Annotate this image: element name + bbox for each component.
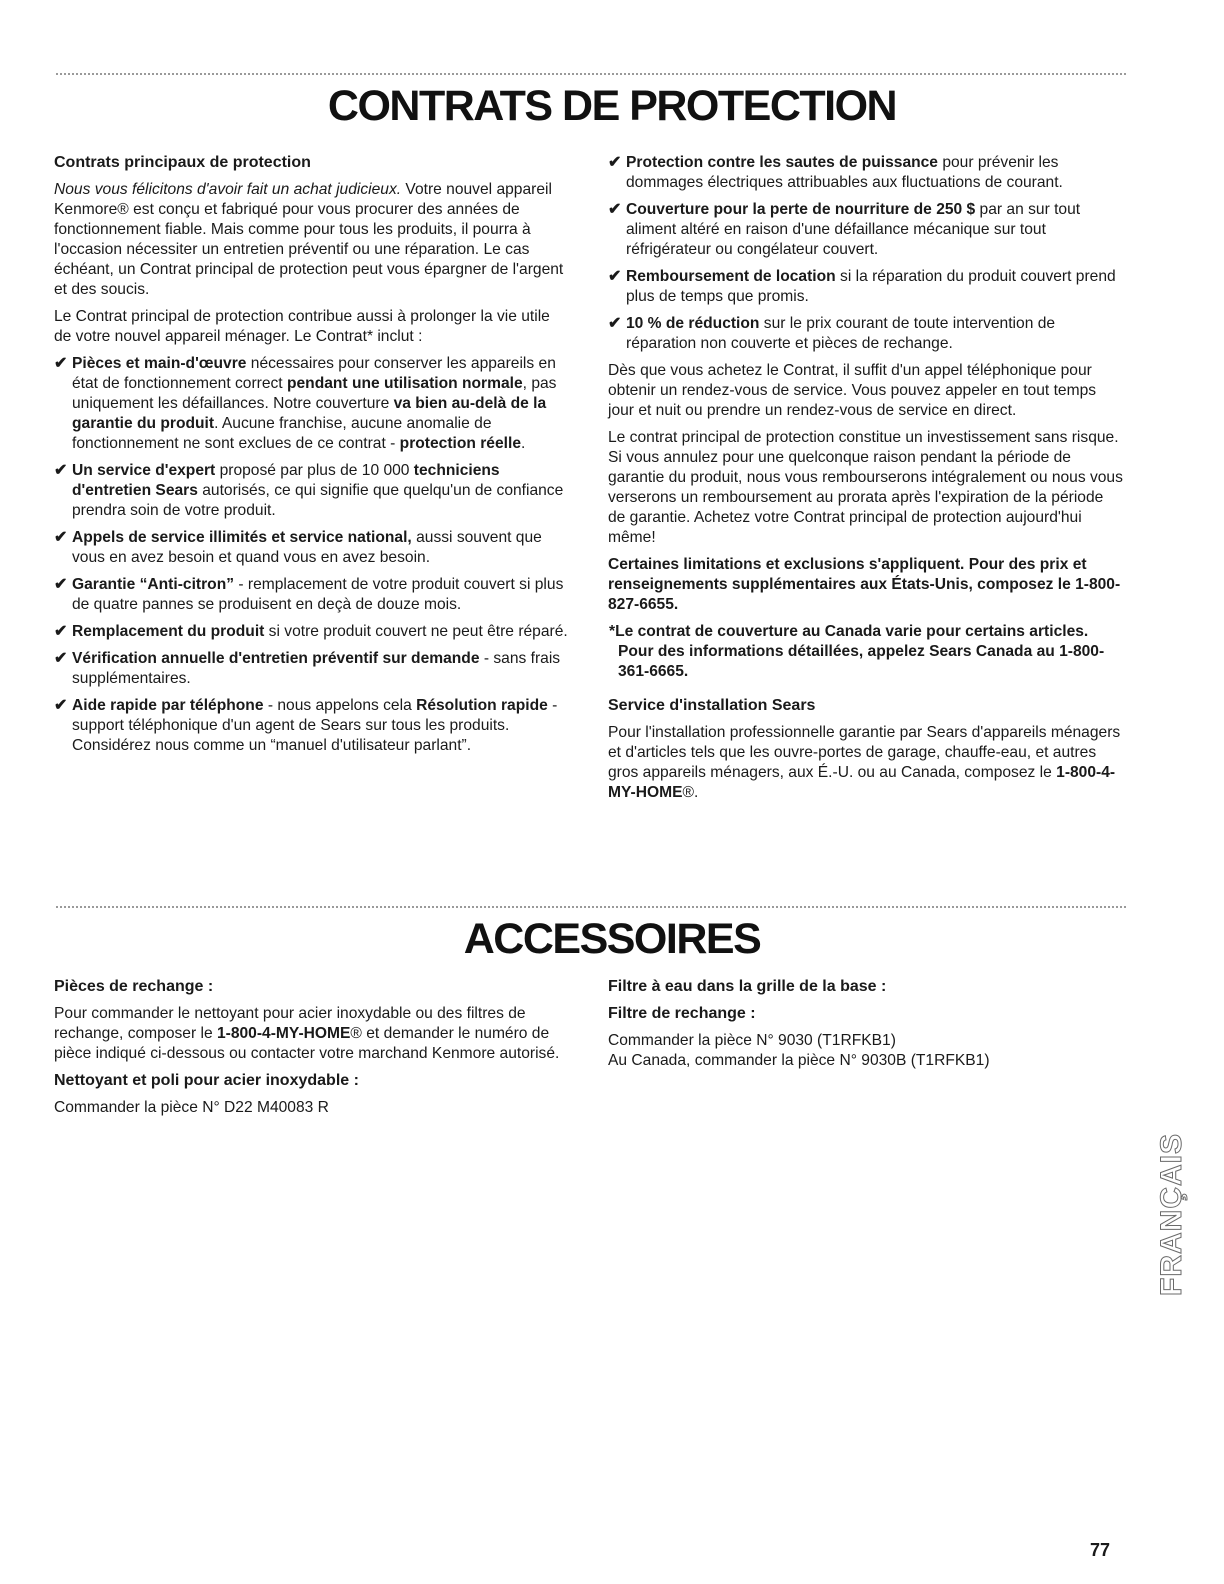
benefit-item: ✔ Appels de service illimités et service national, aussi souvent que vous en avez besoin et quand vous en avez besoin. [54, 529, 542, 566]
nettoyant-part-number: Commander la pièce N° D22 M40083 R [54, 1099, 329, 1116]
checkmark-icon: ✔ [608, 268, 622, 285]
section-title-accessoires: ACCESSOIRES [463, 915, 761, 963]
subtitle-contrats-principaux: Contrats principaux de protection [54, 154, 311, 171]
checkmark-icon: ✔ [54, 650, 68, 667]
benefit-item: ✔ Remplacement du produit si votre produit couvert ne peut être réparé. [54, 623, 568, 640]
benefit-item: ✔ Couverture pour la perte de nourriture de 250 $ par an sur tout aliment altéré en raison d'une défaillance mécanique sur tout réfrigérateur ou congélateur couvert. [608, 201, 1081, 258]
benefit-item: ✔ Remboursement de location si la réparation du produit couvert prend plus de temps que promis. [608, 268, 1116, 305]
intro-paragraph: Nous vous félicitons d'avoir fait un achat judicieux. Votre nouvel appareil Kenmore® est conçu et fabriqué pour vous procurer des années de fonctionnement fiable. Mais comme pour tous les produits, il pourra à l'occasion nécessiter un entretien préventif ou une réparation. Le cas échéant, un Contrat principal de protection peut vous épargner de l'argent et des soucis. [54, 181, 564, 298]
accessoires-right-column [608, 977, 1124, 1071]
order-paragraph: Pour commander le nettoyant pour acier inoxydable ou des filtres de rechange, composer le 1-800-4-MY-HOME® et demander le numéro de pièce indiqué ci-dessous ou contacter votre marchand Kenmore autorisé. [54, 1005, 560, 1062]
section-title-contrats: CONTRATS DE PROTECTION [327, 82, 897, 130]
benefit-item: ✔ Un service d'expert proposé par plus de 10 000 techniciens d'entretien Sears autorisés, ce qui signifie que quelqu'un de confiance prendra soin de votre produit. [54, 462, 564, 519]
checkmark-icon: ✔ [54, 355, 68, 372]
checkmark-icon: ✔ [54, 576, 68, 593]
service-call-paragraph: Dès que vous achetez le Contrat, il suffit d'un appel téléphonique pour obtenir un rendez-vous de service. Vous pouvez appeler en tout temps jour et nuit ou prendre un rendez-vous de service en direct. [608, 362, 1097, 419]
subtitle-nettoyant: Nettoyant et poli pour acier inoxydable : [54, 1072, 359, 1089]
canada-note: *Le contrat de couverture au Canada varie pour certains articles. Pour des informations détaillées, appelez Sears Canada au 1-800-361-6665. [609, 623, 1105, 680]
contrats-right-column [608, 153, 1124, 810]
risk-free-paragraph: Le contrat principal de protection constitue un investissement sans risque. Si vous annulez pour une quelconque raison pendant la période de garantie du produit, nous vous rembourserons intégralement ou nous vous verserons un remboursement au prorata après l'expiration de la période de garantie. Achetez votre Contrat principal de protection aujourd'hui même! [608, 429, 1123, 546]
benefit-item: ✔ 10 % de réduction sur le prix courant de toute intervention de réparation non couverte et pièces de rechange. [608, 315, 1056, 352]
limitations-paragraph: Certaines limitations et exclusions s'appliquent. Pour des prix et renseignements supplémentaires aux États-Unis, composez le 1-800-827-6655. [608, 556, 1121, 613]
checkmark-icon: ✔ [608, 154, 622, 171]
checkmark-icon: ✔ [54, 462, 68, 479]
benefit-item: ✔ Protection contre les sautes de puissance pour prévenir les dommages électriques attribuables aux fluctuations de courant. [608, 154, 1063, 191]
subtitle-pieces-rechange: Pièces de rechange : [54, 978, 214, 995]
checkmark-icon: ✔ [54, 697, 68, 714]
filter-part-canada: Au Canada, commander la pièce N° 9030B (T1RFKB1) [608, 1052, 990, 1069]
benefit-item: ✔ Garantie “Anti-citron” - remplacement de votre produit couvert si plus de quatre pannes se produisent en deçà de douze mois. [54, 576, 564, 613]
benefit-item: ✔ Vérification annuelle d'entretien préventif sur demande - sans frais supplémentaires. [54, 650, 561, 687]
middle-dotted-rule [56, 906, 1126, 908]
filter-part-us: Commander la pièce N° 9030 (T1RFKB1) [608, 1032, 896, 1049]
side-language-tab: FRANÇAIS [1155, 1133, 1188, 1297]
accessoires-left-column [54, 977, 568, 1125]
contract-paragraph: Le Contrat principal de protection contribue aussi à prolonger la vie utile de votre nouvel appareil ménager. Le Contrat* inclut : [54, 308, 550, 345]
filter-part-lines [608, 1031, 1124, 1071]
top-dotted-rule [56, 73, 1126, 75]
subtitle-installation: Service d'installation Sears [608, 697, 816, 714]
benefit-item: ✔ Aide rapide par téléphone - nous appelons cela Résolution rapide - support téléphonique d'un agent de Sears sur tous les produits. Considérez nous comme un “manuel d'utilisateur parlant”. [54, 697, 558, 754]
subtitle-filtre-rechange: Filtre de rechange : [608, 1005, 756, 1022]
contrats-left-column [54, 153, 568, 763]
benefit-item: ✔ Pièces et main-d'œuvre nécessaires pour conserver les appareils en état de fonctionnement correct pendant une utilisation normale, pas uniquement les défaillances. Notre couverture va bien au-delà de la garantie du produit. Aucune franchise, aucune anomalie de fonctionnement ne sont exclues de ce contrat - protection réelle. [54, 355, 557, 452]
checkmark-icon: ✔ [608, 315, 622, 332]
checkmark-icon: ✔ [54, 623, 68, 640]
installation-paragraph: Pour l'installation professionnelle garantie par Sears d'appareils ménagers et d'articles tels que les ouvre-portes de garage, chauffe-eau, et autres gros appareils ménagers, aux É.-U. ou au Canada, composez le 1-800-4-MY-HOME®. [608, 724, 1121, 801]
checkmark-icon: ✔ [608, 201, 622, 218]
page-number: 77 [1090, 1540, 1111, 1560]
checkmark-icon: ✔ [54, 529, 68, 546]
subtitle-filtre-eau: Filtre à eau dans la grille de la base : [608, 978, 887, 995]
